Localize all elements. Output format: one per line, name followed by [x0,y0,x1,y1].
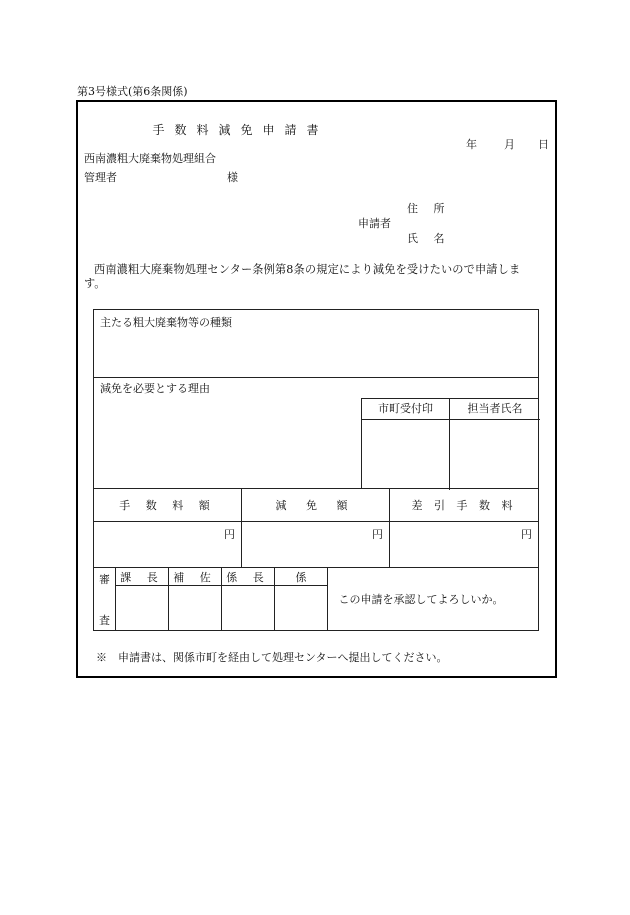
statement-line-1: 西南濃粗大廃棄物処理センター条例第8条の規定により減免を受けたいので申請しま [94,263,521,276]
municipal-stamp-label: 市町受付印 [362,399,450,420]
form-code: 第3号様式(第6条関係) [77,85,188,98]
net-fee-label: 差 引 手 数 料 [411,499,517,512]
review-role-staff [275,568,328,586]
review-label-cell [94,568,116,631]
review-label-top: 審 [99,573,110,586]
addressee-honorific: 様 [227,171,238,184]
waste-type-label: 主たる粗大廃棄物等の種類 [100,316,232,329]
chief-seal-field[interactable] [222,586,275,631]
application-details-table [93,309,539,489]
applicant-label: 申請者 [358,217,391,230]
applicant-name-label: 氏 名 [407,232,451,245]
municipal-stamp-field[interactable] [362,420,450,490]
net-fee-field[interactable] [390,522,539,568]
review-table [93,567,539,631]
approval-text: この申請を承認してよろしいか。 [338,593,504,606]
section-chief-seal-field[interactable] [116,586,169,631]
review-role-chief [222,568,275,586]
approval-text-cell [328,568,539,631]
fee-amount-yen: 円 [224,528,235,541]
reduction-amount-field[interactable] [242,522,390,568]
review-role-assistant [169,568,222,586]
date-month-label: 月 [504,138,515,151]
review-role-label: 係 [295,570,307,584]
staff-seal-field[interactable] [275,586,328,631]
reason-label: 減免を必要とする理由 [100,382,210,395]
addressee-organization: 西南濃粗大廃棄物処理組合 [84,152,216,165]
applicant-address-label: 住 所 [407,202,451,215]
review-role-label: 課 長 [120,570,164,584]
addressee-manager: 管理者 [84,171,117,184]
net-fee-yen: 円 [521,528,532,541]
statement-line-2: す。 [84,277,106,290]
reduction-amount-yen: 円 [372,528,383,541]
review-role-label: 係 長 [226,570,270,584]
date-year-label: 年 [466,138,477,151]
fee-table [93,488,539,568]
reduction-amount-header [242,489,390,522]
person-in-charge-field[interactable] [450,420,540,490]
reason-field[interactable] [94,378,539,489]
fee-amount-header [94,489,242,522]
date-day-label: 日 [538,138,549,151]
review-role-section-chief [116,568,169,586]
review-role-label: 補 佐 [173,570,217,584]
office-use-box [361,398,539,489]
assistant-seal-field[interactable] [169,586,222,631]
fee-amount-field[interactable] [94,522,242,568]
reduction-amount-label: 減 免 額 [275,499,356,512]
waste-type-field[interactable] [94,310,539,378]
submission-note: ※ 申請書は、関係市町を経由して処理センターへ提出してください。 [96,651,448,664]
person-in-charge-label: 担当者氏名 [450,399,540,420]
review-label-bottom: 査 [99,614,110,627]
net-fee-header [390,489,539,522]
form-title: 手数料減免申請書 [152,123,329,137]
fee-amount-label: 手 数 料 額 [119,499,216,512]
